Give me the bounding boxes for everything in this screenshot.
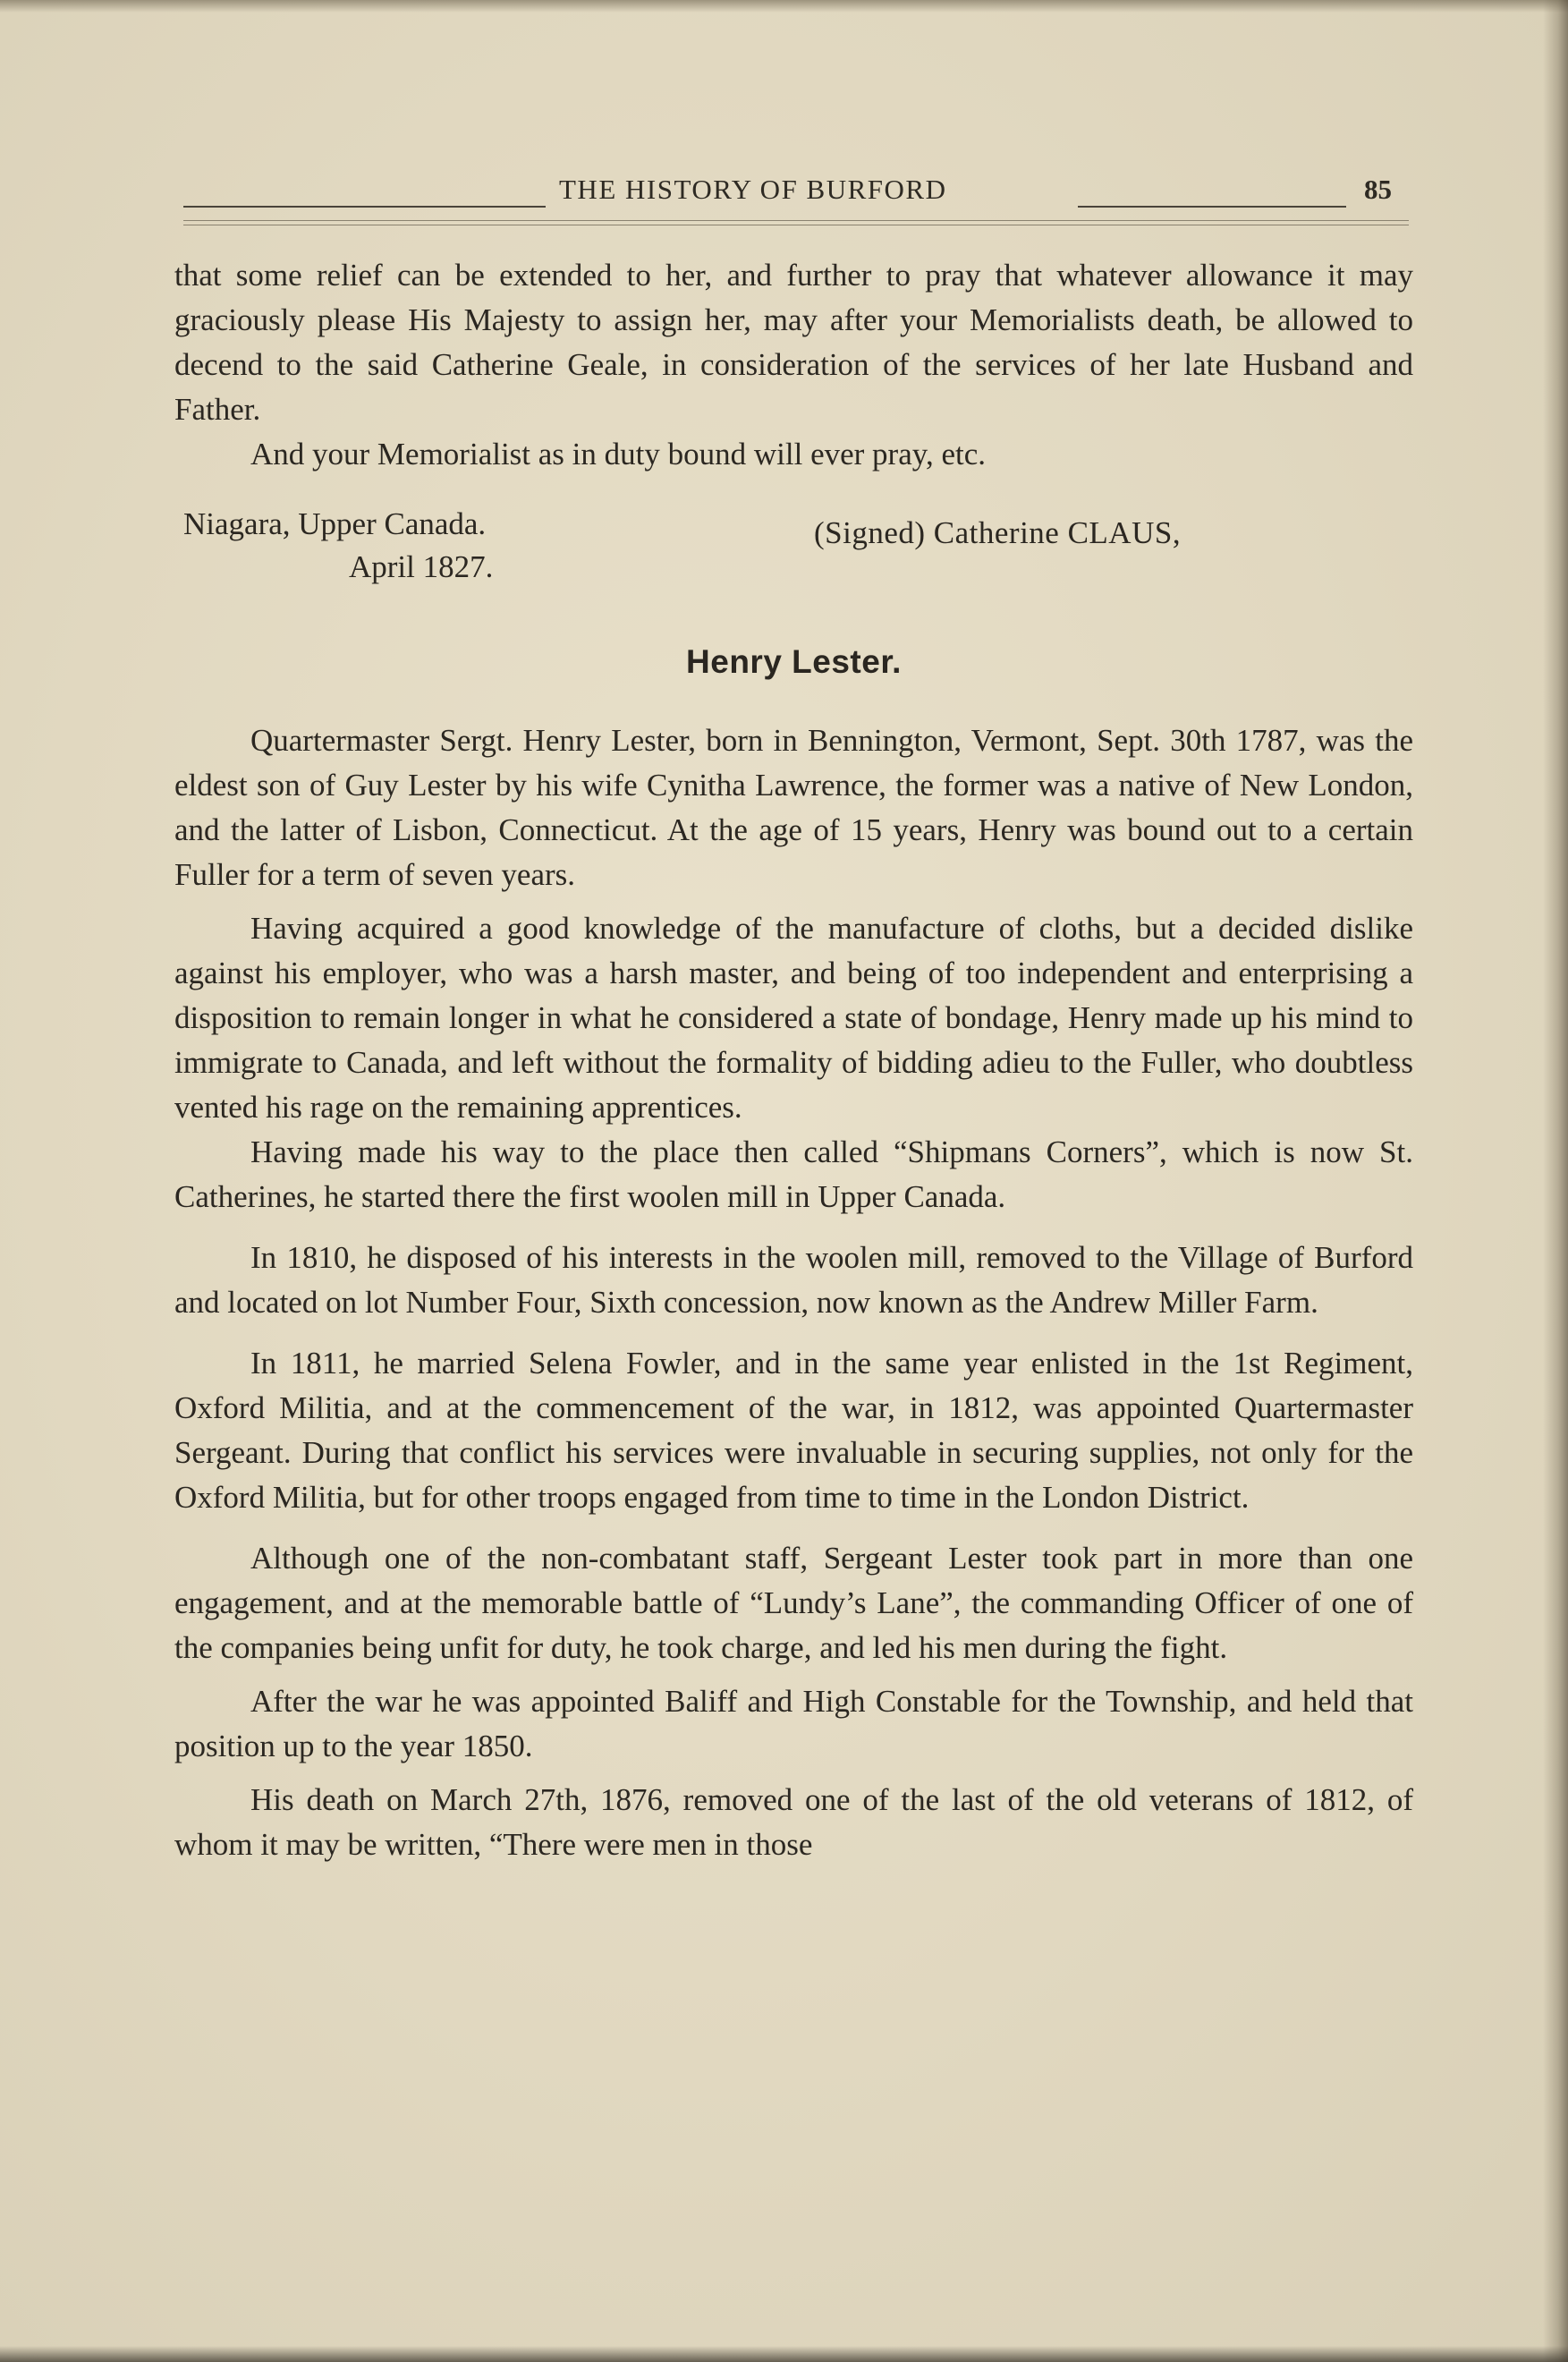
running-title: THE HISTORY OF BURFORD [559, 174, 947, 205]
paragraph-1810: In 1810, he disposed of his interests in the woolen mill, removed to the Village of Burford and located on lot Number Four, Sixth concession, now known as the Andrew Miller Farm. [174, 1240, 1413, 1320]
signature-name: (Signed) Catherine CLAUS, [814, 515, 1182, 550]
memorial-paragraph: that some relief can be extended to her, and further to pray that whatever allowance it may graciously please His Majesty to assign her, may after your Memorialists death, be allowed to decend to the said Catherine Geale, in consideration of the services of her late Husband and Father. [174, 258, 1413, 427]
page-content [174, 253, 1413, 1867]
page-number: 85 [1364, 174, 1392, 205]
header-rule-left [183, 206, 546, 208]
paragraph-lundys-lane: Although one of the non-combatant staff, Sergeant Lester took part in more than one engagement, and at the memorable battle of “Lundy’s Lane”, the commanding Officer of one of the companies being unfit for duty, he took charge, and led his men during the fight. [174, 1541, 1413, 1665]
signature-date: April 1827. [349, 549, 494, 584]
running-header [183, 170, 1409, 224]
signature-place: Niagara, Upper Canada. [183, 506, 487, 541]
signature-block [174, 502, 1413, 600]
section-heading: Henry Lester. [686, 643, 902, 680]
page-bottom-shadow [0, 2346, 1568, 2362]
page-right-shadow [1543, 0, 1568, 2362]
paragraph-knowledge: Having acquired a good knowledge of the manufacture of cloths, but a decided dislike against his employer, who was a harsh master, and being of too independent and enterprising a disposition to remain longer in what he considered a state of bondage, Henry made up his mind to immigrate to Canada, and left without the formality of bidding adieu to the Fuller, who doubtless vented his rage on the remaining apprentices. [174, 911, 1413, 1125]
header-double-rule [183, 220, 1409, 225]
header-rule-right [1078, 206, 1346, 208]
page-top-shadow [0, 0, 1568, 13]
paragraph-shipmans-corners: Having made his way to the place then called “Shipmans Corners”, which is now St. Catherines, he started there the first woolen mill in Upper Canada. [174, 1134, 1413, 1214]
paragraph-baliff: After the war he was appointed Baliff and High Constable for the Township, and held that position up to the year 1850. [174, 1684, 1413, 1763]
closing-line: And your Memorialist as in duty bound will ever pray, etc. [250, 437, 987, 472]
paragraph-1811: In 1811, he married Selena Fowler, and in the same year enlisted in the 1st Regiment, Oxford Militia, and at the commencement of the war, in 1812, was appointed Quartermaster Sergeant. During that conflict his services were invaluable in securing supplies, not only for the Oxford Militia, but for other troops engaged from time to time in the London District. [174, 1346, 1413, 1515]
paragraph-birth: Quartermaster Sergt. Henry Lester, born in Bennington, Vermont, Sept. 30th 1787, was the eldest son of Guy Lester by his wife Cynitha Lawrence, the former was a native of New London, and the latter of Lisbon, Connecticut. At the age of 15 years, Henry was bound out to a certain Fuller for a term of seven years. [174, 723, 1413, 892]
paragraph-death: His death on March 27th, 1876, removed one of the last of the old veterans of 1812, of whom it may be written, “There were men in those [174, 1782, 1413, 1862]
